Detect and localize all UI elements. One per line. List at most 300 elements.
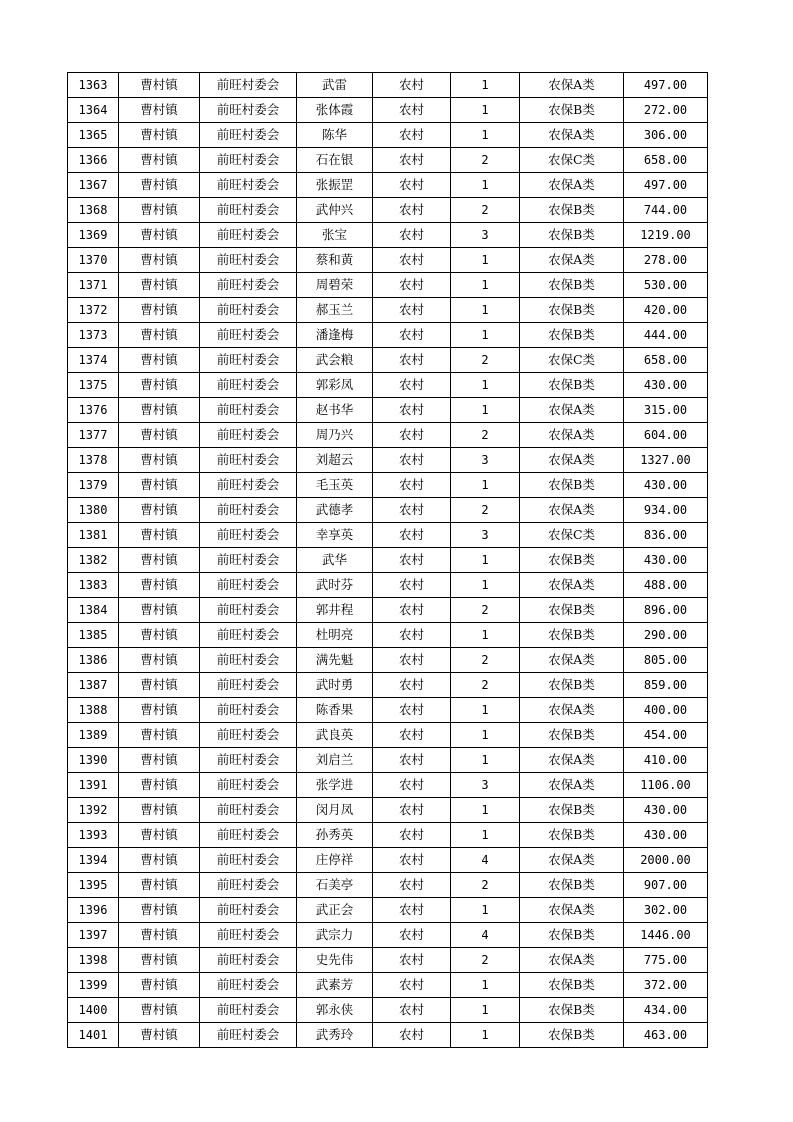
category-cell: 农保B类 bbox=[520, 723, 624, 748]
town-cell: 曹村镇 bbox=[119, 398, 200, 423]
village-committee-cell: 前旺村委会 bbox=[200, 223, 297, 248]
row-number-cell: 1388 bbox=[68, 698, 119, 723]
name-cell: 孙秀英 bbox=[297, 823, 373, 848]
name-cell: 幸享英 bbox=[297, 523, 373, 548]
household-count-cell: 2 bbox=[451, 198, 520, 223]
area-type-cell: 农村 bbox=[373, 123, 451, 148]
table-row bbox=[68, 948, 708, 973]
name-cell: 张宝 bbox=[297, 223, 373, 248]
table-row bbox=[68, 148, 708, 173]
town-cell: 曹村镇 bbox=[119, 323, 200, 348]
category-cell: 农保B类 bbox=[520, 473, 624, 498]
table-row bbox=[68, 223, 708, 248]
category-cell: 农保B类 bbox=[520, 98, 624, 123]
table-row bbox=[68, 98, 708, 123]
row-number-cell: 1390 bbox=[68, 748, 119, 773]
row-number-cell: 1399 bbox=[68, 973, 119, 998]
town-cell: 曹村镇 bbox=[119, 823, 200, 848]
category-cell: 农保A类 bbox=[520, 173, 624, 198]
household-count-cell: 1 bbox=[451, 748, 520, 773]
village-committee-cell: 前旺村委会 bbox=[200, 973, 297, 998]
amount-cell: 488.00 bbox=[624, 573, 708, 598]
town-cell: 曹村镇 bbox=[119, 998, 200, 1023]
amount-cell: 430.00 bbox=[624, 548, 708, 573]
household-count-cell: 1 bbox=[451, 548, 520, 573]
town-cell: 曹村镇 bbox=[119, 848, 200, 873]
area-type-cell: 农村 bbox=[373, 873, 451, 898]
name-cell: 周乃兴 bbox=[297, 423, 373, 448]
category-cell: 农保A类 bbox=[520, 748, 624, 773]
amount-cell: 430.00 bbox=[624, 473, 708, 498]
row-number-cell: 1392 bbox=[68, 798, 119, 823]
name-cell: 满先魁 bbox=[297, 648, 373, 673]
table-row bbox=[68, 423, 708, 448]
town-cell: 曹村镇 bbox=[119, 173, 200, 198]
town-cell: 曹村镇 bbox=[119, 773, 200, 798]
row-number-cell: 1386 bbox=[68, 648, 119, 673]
town-cell: 曹村镇 bbox=[119, 948, 200, 973]
table-row bbox=[68, 898, 708, 923]
row-number-cell: 1368 bbox=[68, 198, 119, 223]
row-number-cell: 1380 bbox=[68, 498, 119, 523]
table-row bbox=[68, 248, 708, 273]
row-number-cell: 1366 bbox=[68, 148, 119, 173]
table-row bbox=[68, 998, 708, 1023]
category-cell: 农保B类 bbox=[520, 1023, 624, 1048]
category-cell: 农保B类 bbox=[520, 223, 624, 248]
name-cell: 武华 bbox=[297, 548, 373, 573]
area-type-cell: 农村 bbox=[373, 898, 451, 923]
amount-cell: 278.00 bbox=[624, 248, 708, 273]
category-cell: 农保C类 bbox=[520, 148, 624, 173]
amount-cell: 372.00 bbox=[624, 973, 708, 998]
name-cell: 石在银 bbox=[297, 148, 373, 173]
row-number-cell: 1391 bbox=[68, 773, 119, 798]
village-committee-cell: 前旺村委会 bbox=[200, 923, 297, 948]
household-count-cell: 4 bbox=[451, 923, 520, 948]
household-count-cell: 2 bbox=[451, 498, 520, 523]
name-cell: 庄停祥 bbox=[297, 848, 373, 873]
town-cell: 曹村镇 bbox=[119, 873, 200, 898]
name-cell: 武素芳 bbox=[297, 973, 373, 998]
category-cell: 农保B类 bbox=[520, 273, 624, 298]
household-count-cell: 2 bbox=[451, 948, 520, 973]
amount-cell: 430.00 bbox=[624, 798, 708, 823]
area-type-cell: 农村 bbox=[373, 548, 451, 573]
name-cell: 武雷 bbox=[297, 73, 373, 98]
name-cell: 周碧荣 bbox=[297, 273, 373, 298]
household-count-cell: 2 bbox=[451, 423, 520, 448]
area-type-cell: 农村 bbox=[373, 473, 451, 498]
area-type-cell: 农村 bbox=[373, 748, 451, 773]
row-number-cell: 1385 bbox=[68, 623, 119, 648]
row-number-cell: 1395 bbox=[68, 873, 119, 898]
category-cell: 农保A类 bbox=[520, 948, 624, 973]
area-type-cell: 农村 bbox=[373, 673, 451, 698]
amount-cell: 454.00 bbox=[624, 723, 708, 748]
town-cell: 曹村镇 bbox=[119, 348, 200, 373]
name-cell: 陈香果 bbox=[297, 698, 373, 723]
row-number-cell: 1367 bbox=[68, 173, 119, 198]
town-cell: 曹村镇 bbox=[119, 423, 200, 448]
household-count-cell: 2 bbox=[451, 348, 520, 373]
row-number-cell: 1379 bbox=[68, 473, 119, 498]
area-type-cell: 农村 bbox=[373, 523, 451, 548]
table-row bbox=[68, 173, 708, 198]
category-cell: 农保A类 bbox=[520, 898, 624, 923]
town-cell: 曹村镇 bbox=[119, 548, 200, 573]
area-type-cell: 农村 bbox=[373, 373, 451, 398]
row-number-cell: 1377 bbox=[68, 423, 119, 448]
name-cell: 张体霞 bbox=[297, 98, 373, 123]
row-number-cell: 1396 bbox=[68, 898, 119, 923]
amount-cell: 444.00 bbox=[624, 323, 708, 348]
village-committee-cell: 前旺村委会 bbox=[200, 823, 297, 848]
name-cell: 石美亭 bbox=[297, 873, 373, 898]
category-cell: 农保B类 bbox=[520, 373, 624, 398]
area-type-cell: 农村 bbox=[373, 773, 451, 798]
village-committee-cell: 前旺村委会 bbox=[200, 998, 297, 1023]
household-count-cell: 1 bbox=[451, 123, 520, 148]
category-cell: 农保B类 bbox=[520, 798, 624, 823]
table-row bbox=[68, 748, 708, 773]
table-row bbox=[68, 648, 708, 673]
name-cell: 刘超云 bbox=[297, 448, 373, 473]
area-type-cell: 农村 bbox=[373, 298, 451, 323]
area-type-cell: 农村 bbox=[373, 498, 451, 523]
category-cell: 农保B类 bbox=[520, 323, 624, 348]
amount-cell: 290.00 bbox=[624, 623, 708, 648]
table-row bbox=[68, 823, 708, 848]
table-row bbox=[68, 773, 708, 798]
row-number-cell: 1365 bbox=[68, 123, 119, 148]
category-cell: 农保B类 bbox=[520, 198, 624, 223]
amount-cell: 530.00 bbox=[624, 273, 708, 298]
household-count-cell: 1 bbox=[451, 173, 520, 198]
category-cell: 农保B类 bbox=[520, 548, 624, 573]
row-number-cell: 1381 bbox=[68, 523, 119, 548]
category-cell: 农保B类 bbox=[520, 873, 624, 898]
town-cell: 曹村镇 bbox=[119, 723, 200, 748]
amount-cell: 1106.00 bbox=[624, 773, 708, 798]
area-type-cell: 农村 bbox=[373, 273, 451, 298]
amount-cell: 744.00 bbox=[624, 198, 708, 223]
name-cell: 武正会 bbox=[297, 898, 373, 923]
household-count-cell: 1 bbox=[451, 998, 520, 1023]
household-count-cell: 2 bbox=[451, 673, 520, 698]
row-number-cell: 1400 bbox=[68, 998, 119, 1023]
area-type-cell: 农村 bbox=[373, 348, 451, 373]
name-cell: 武良英 bbox=[297, 723, 373, 748]
row-number-cell: 1393 bbox=[68, 823, 119, 848]
table-row bbox=[68, 373, 708, 398]
table-row bbox=[68, 698, 708, 723]
category-cell: 农保A类 bbox=[520, 848, 624, 873]
name-cell: 潘逢梅 bbox=[297, 323, 373, 348]
amount-cell: 604.00 bbox=[624, 423, 708, 448]
table-body bbox=[68, 73, 708, 1048]
household-count-cell: 1 bbox=[451, 573, 520, 598]
town-cell: 曹村镇 bbox=[119, 298, 200, 323]
household-count-cell: 3 bbox=[451, 773, 520, 798]
amount-cell: 658.00 bbox=[624, 148, 708, 173]
name-cell: 武德孝 bbox=[297, 498, 373, 523]
village-committee-cell: 前旺村委会 bbox=[200, 248, 297, 273]
row-number-cell: 1374 bbox=[68, 348, 119, 373]
area-type-cell: 农村 bbox=[373, 798, 451, 823]
row-number-cell: 1389 bbox=[68, 723, 119, 748]
row-number-cell: 1364 bbox=[68, 98, 119, 123]
amount-cell: 1219.00 bbox=[624, 223, 708, 248]
household-count-cell: 1 bbox=[451, 1023, 520, 1048]
household-count-cell: 1 bbox=[451, 398, 520, 423]
table-row bbox=[68, 398, 708, 423]
town-cell: 曹村镇 bbox=[119, 673, 200, 698]
row-number-cell: 1382 bbox=[68, 548, 119, 573]
village-committee-cell: 前旺村委会 bbox=[200, 348, 297, 373]
town-cell: 曹村镇 bbox=[119, 923, 200, 948]
amount-cell: 896.00 bbox=[624, 598, 708, 623]
village-committee-cell: 前旺村委会 bbox=[200, 173, 297, 198]
category-cell: 农保B类 bbox=[520, 823, 624, 848]
category-cell: 农保B类 bbox=[520, 598, 624, 623]
town-cell: 曹村镇 bbox=[119, 448, 200, 473]
name-cell: 刘启兰 bbox=[297, 748, 373, 773]
amount-cell: 430.00 bbox=[624, 823, 708, 848]
table-row bbox=[68, 848, 708, 873]
amount-cell: 497.00 bbox=[624, 173, 708, 198]
row-number-cell: 1383 bbox=[68, 573, 119, 598]
category-cell: 农保A类 bbox=[520, 248, 624, 273]
table-row bbox=[68, 673, 708, 698]
village-committee-cell: 前旺村委会 bbox=[200, 898, 297, 923]
town-cell: 曹村镇 bbox=[119, 473, 200, 498]
area-type-cell: 农村 bbox=[373, 73, 451, 98]
village-committee-cell: 前旺村委会 bbox=[200, 148, 297, 173]
amount-cell: 434.00 bbox=[624, 998, 708, 1023]
area-type-cell: 农村 bbox=[373, 198, 451, 223]
household-count-cell: 2 bbox=[451, 648, 520, 673]
row-number-cell: 1378 bbox=[68, 448, 119, 473]
table-row bbox=[68, 323, 708, 348]
amount-cell: 430.00 bbox=[624, 373, 708, 398]
table-row bbox=[68, 123, 708, 148]
amount-cell: 859.00 bbox=[624, 673, 708, 698]
town-cell: 曹村镇 bbox=[119, 198, 200, 223]
amount-cell: 272.00 bbox=[624, 98, 708, 123]
area-type-cell: 农村 bbox=[373, 148, 451, 173]
household-count-cell: 1 bbox=[451, 473, 520, 498]
household-count-cell: 1 bbox=[451, 298, 520, 323]
village-committee-cell: 前旺村委会 bbox=[200, 98, 297, 123]
amount-cell: 805.00 bbox=[624, 648, 708, 673]
area-type-cell: 农村 bbox=[373, 973, 451, 998]
amount-cell: 1446.00 bbox=[624, 923, 708, 948]
amount-cell: 400.00 bbox=[624, 698, 708, 723]
category-cell: 农保B类 bbox=[520, 673, 624, 698]
area-type-cell: 农村 bbox=[373, 448, 451, 473]
table-row bbox=[68, 1023, 708, 1048]
village-committee-cell: 前旺村委会 bbox=[200, 448, 297, 473]
amount-cell: 658.00 bbox=[624, 348, 708, 373]
row-number-cell: 1398 bbox=[68, 948, 119, 973]
town-cell: 曹村镇 bbox=[119, 248, 200, 273]
household-count-cell: 2 bbox=[451, 148, 520, 173]
table-row bbox=[68, 73, 708, 98]
row-number-cell: 1372 bbox=[68, 298, 119, 323]
village-committee-cell: 前旺村委会 bbox=[200, 398, 297, 423]
area-type-cell: 农村 bbox=[373, 823, 451, 848]
town-cell: 曹村镇 bbox=[119, 73, 200, 98]
category-cell: 农保A类 bbox=[520, 498, 624, 523]
village-committee-cell: 前旺村委会 bbox=[200, 648, 297, 673]
town-cell: 曹村镇 bbox=[119, 273, 200, 298]
table-row bbox=[68, 498, 708, 523]
household-count-cell: 1 bbox=[451, 798, 520, 823]
household-count-cell: 3 bbox=[451, 523, 520, 548]
town-cell: 曹村镇 bbox=[119, 123, 200, 148]
village-committee-cell: 前旺村委会 bbox=[200, 773, 297, 798]
category-cell: 农保A类 bbox=[520, 773, 624, 798]
household-count-cell: 1 bbox=[451, 623, 520, 648]
household-count-cell: 3 bbox=[451, 448, 520, 473]
name-cell: 武会粮 bbox=[297, 348, 373, 373]
row-number-cell: 1369 bbox=[68, 223, 119, 248]
category-cell: 农保A类 bbox=[520, 448, 624, 473]
row-number-cell: 1397 bbox=[68, 923, 119, 948]
amount-cell: 934.00 bbox=[624, 498, 708, 523]
town-cell: 曹村镇 bbox=[119, 973, 200, 998]
row-number-cell: 1371 bbox=[68, 273, 119, 298]
category-cell: 农保A类 bbox=[520, 573, 624, 598]
amount-cell: 2000.00 bbox=[624, 848, 708, 873]
area-type-cell: 农村 bbox=[373, 723, 451, 748]
name-cell: 武宗力 bbox=[297, 923, 373, 948]
name-cell: 毛玉英 bbox=[297, 473, 373, 498]
amount-cell: 775.00 bbox=[624, 948, 708, 973]
amount-cell: 836.00 bbox=[624, 523, 708, 548]
household-count-cell: 4 bbox=[451, 848, 520, 873]
table-row bbox=[68, 973, 708, 998]
table-row bbox=[68, 198, 708, 223]
area-type-cell: 农村 bbox=[373, 423, 451, 448]
town-cell: 曹村镇 bbox=[119, 748, 200, 773]
table-row bbox=[68, 348, 708, 373]
household-count-cell: 1 bbox=[451, 723, 520, 748]
area-type-cell: 农村 bbox=[373, 248, 451, 273]
town-cell: 曹村镇 bbox=[119, 623, 200, 648]
area-type-cell: 农村 bbox=[373, 173, 451, 198]
area-type-cell: 农村 bbox=[373, 648, 451, 673]
amount-cell: 420.00 bbox=[624, 298, 708, 323]
table-row bbox=[68, 723, 708, 748]
table-row bbox=[68, 548, 708, 573]
household-count-cell: 2 bbox=[451, 598, 520, 623]
village-committee-cell: 前旺村委会 bbox=[200, 848, 297, 873]
household-count-cell: 1 bbox=[451, 98, 520, 123]
amount-cell: 306.00 bbox=[624, 123, 708, 148]
row-number-cell: 1376 bbox=[68, 398, 119, 423]
household-count-cell: 1 bbox=[451, 898, 520, 923]
household-count-cell: 1 bbox=[451, 373, 520, 398]
row-number-cell: 1394 bbox=[68, 848, 119, 873]
category-cell: 农保B类 bbox=[520, 998, 624, 1023]
village-committee-cell: 前旺村委会 bbox=[200, 123, 297, 148]
household-count-cell: 1 bbox=[451, 273, 520, 298]
area-type-cell: 农村 bbox=[373, 923, 451, 948]
village-committee-cell: 前旺村委会 bbox=[200, 198, 297, 223]
area-type-cell: 农村 bbox=[373, 223, 451, 248]
name-cell: 武时勇 bbox=[297, 673, 373, 698]
category-cell: 农保A类 bbox=[520, 423, 624, 448]
table-row bbox=[68, 598, 708, 623]
category-cell: 农保A类 bbox=[520, 698, 624, 723]
village-committee-cell: 前旺村委会 bbox=[200, 623, 297, 648]
village-committee-cell: 前旺村委会 bbox=[200, 548, 297, 573]
table-row bbox=[68, 298, 708, 323]
amount-cell: 1327.00 bbox=[624, 448, 708, 473]
area-type-cell: 农村 bbox=[373, 623, 451, 648]
village-committee-cell: 前旺村委会 bbox=[200, 723, 297, 748]
name-cell: 郭井程 bbox=[297, 598, 373, 623]
name-cell: 武仲兴 bbox=[297, 198, 373, 223]
row-number-cell: 1387 bbox=[68, 673, 119, 698]
amount-cell: 463.00 bbox=[624, 1023, 708, 1048]
village-committee-cell: 前旺村委会 bbox=[200, 673, 297, 698]
village-committee-cell: 前旺村委会 bbox=[200, 573, 297, 598]
town-cell: 曹村镇 bbox=[119, 573, 200, 598]
village-committee-cell: 前旺村委会 bbox=[200, 523, 297, 548]
area-type-cell: 农村 bbox=[373, 598, 451, 623]
amount-cell: 315.00 bbox=[624, 398, 708, 423]
category-cell: 农保A类 bbox=[520, 648, 624, 673]
village-committee-cell: 前旺村委会 bbox=[200, 698, 297, 723]
category-cell: 农保B类 bbox=[520, 623, 624, 648]
name-cell: 闵月凤 bbox=[297, 798, 373, 823]
amount-cell: 497.00 bbox=[624, 73, 708, 98]
village-committee-cell: 前旺村委会 bbox=[200, 373, 297, 398]
town-cell: 曹村镇 bbox=[119, 898, 200, 923]
table-row bbox=[68, 523, 708, 548]
name-cell: 郭彩凤 bbox=[297, 373, 373, 398]
category-cell: 农保A类 bbox=[520, 398, 624, 423]
village-committee-cell: 前旺村委会 bbox=[200, 1023, 297, 1048]
row-number-cell: 1370 bbox=[68, 248, 119, 273]
village-committee-cell: 前旺村委会 bbox=[200, 598, 297, 623]
area-type-cell: 农村 bbox=[373, 848, 451, 873]
category-cell: 农保A类 bbox=[520, 123, 624, 148]
village-committee-cell: 前旺村委会 bbox=[200, 873, 297, 898]
village-committee-cell: 前旺村委会 bbox=[200, 473, 297, 498]
town-cell: 曹村镇 bbox=[119, 1023, 200, 1048]
row-number-cell: 1384 bbox=[68, 598, 119, 623]
amount-cell: 302.00 bbox=[624, 898, 708, 923]
village-committee-cell: 前旺村委会 bbox=[200, 948, 297, 973]
household-count-cell: 1 bbox=[451, 698, 520, 723]
area-type-cell: 农村 bbox=[373, 1023, 451, 1048]
village-committee-cell: 前旺村委会 bbox=[200, 298, 297, 323]
category-cell: 农保B类 bbox=[520, 973, 624, 998]
area-type-cell: 农村 bbox=[373, 323, 451, 348]
category-cell: 农保C类 bbox=[520, 348, 624, 373]
table-row bbox=[68, 798, 708, 823]
table-row bbox=[68, 473, 708, 498]
town-cell: 曹村镇 bbox=[119, 98, 200, 123]
town-cell: 曹村镇 bbox=[119, 648, 200, 673]
name-cell: 武秀玲 bbox=[297, 1023, 373, 1048]
village-committee-cell: 前旺村委会 bbox=[200, 323, 297, 348]
village-committee-cell: 前旺村委会 bbox=[200, 748, 297, 773]
